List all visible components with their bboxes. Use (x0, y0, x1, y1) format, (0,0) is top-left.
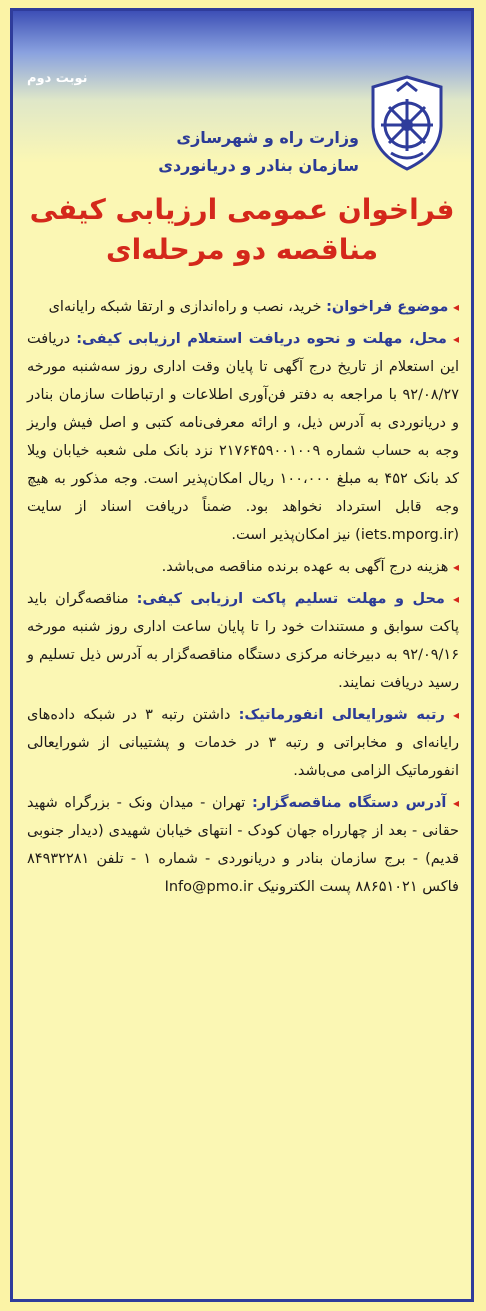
address-text: تهران - میدان ونک - بزرگراه شهید حقانی - بعد از چهارراه جهان کودک - انتهای خیابان شهیدی (دیدار جنوبی قدیم) - برج سازمان بنادر و دریانوردی - شماره ۱ - تلفن ۸۴۹۳۲۲۸۱ فاکس ۸۸۶۵۱۰۲۱ (27, 795, 459, 895)
cost-text: هزینه درج آگهی به عهده برنده مناقصه می‌باشد. (161, 559, 449, 575)
round-badge: نوبت دوم (27, 71, 88, 86)
receipt-heading: محل، مهلت و نحوه دریافت استعلام ارزیابی کیفی: (76, 331, 447, 347)
section-subject (27, 293, 459, 321)
rank-heading: رتبه شورایعالی انفورماتیک: (238, 707, 445, 723)
address-heading: آدرس دستگاه مناقصه‌گزار: (251, 795, 447, 811)
receipt-text: دریافت این استعلام از تاریخ درج آگهی تا پایان وقت اداری روز سه‌شنبه مورخه ۹۲/۰۸/۲۷ با مراجعه به دفتر فن‌آوری اطلاعات و ارتباطات سازمان بنادر و دریانوردی به آدرس ذیل، و ارائه معرفی‌نامه کتبی و اصل فیش واریز وجه به حساب شماره ۲۱۷۶۴۵۹۰۰۱۰۰۹ نزد بانک ملی شعبه خیابان ویلا کد بانک ۴۵۲ به مبلغ ۱۰۰،۰۰۰ ریال امکان‌پذیر است. وجه مذکور به هیچ وجه قابل استرداد نخواهد بود. (27, 331, 460, 515)
section-cost (27, 553, 459, 581)
website-link[interactable]: (iets.mporg.ir) (355, 527, 459, 543)
organization-name: سازمان بنادر و دریانوردی (158, 156, 359, 175)
rank-text: داشتن رتبه ۳ در شبکه داده‌های رایانه‌ای و مخابراتی و رتبه ۳ در خدمات و پشتیبانی از شورایعالی انفورماتیک الزامی می‌باشد. (27, 707, 459, 779)
ministry-name: وزارت راه و شهرسازی (176, 128, 359, 147)
bullet-icon: ◂ (452, 708, 459, 722)
subject-heading: موضوع فراخوان: (326, 299, 449, 315)
receipt-note-before: ضمناً دریافت اسناد از سایت (27, 499, 232, 515)
bullet-icon: ◂ (452, 592, 460, 606)
section-delivery (27, 585, 459, 697)
section-rank (27, 701, 459, 785)
bullet-icon: ◂ (452, 300, 459, 314)
section-address (27, 789, 459, 901)
section-receipt (27, 325, 459, 549)
email-link[interactable]: Info@pmo.ir (164, 879, 254, 895)
receipt-note-after: نیز امکان‌پذیر است. (231, 527, 351, 543)
anchor-wheel-logo-icon (361, 73, 453, 173)
ad-title: فراخوان عمومی ارزیابی کیفی (29, 193, 455, 226)
issuer-block (49, 124, 359, 180)
ad-body (27, 293, 459, 905)
bullet-icon: ◂ (452, 560, 459, 574)
bullet-icon: ◂ (452, 796, 459, 810)
advertisement-frame (10, 8, 474, 1302)
delivery-text: مناقصه‌گران باید پاکت سوابق و مستندات خود را تا پایان ساعت اداری روز شنبه مورخه ۹۲/۰۹/۱۶ به دبیرخانه مرکزی دستگاه مناقصه‌گزار به آدرس ذیل تسلیم و رسید دریافت نمایند. (27, 591, 459, 691)
delivery-heading: محل و مهلت تسلیم پاکت ارزیابی کیفی: (136, 591, 445, 607)
subject-text: خرید، نصب و راه‌اندازی و ارتقا شبکه رایانه‌ای (48, 299, 322, 315)
email-label: پست الکترونیک (257, 879, 351, 895)
bullet-icon: ◂ (452, 332, 459, 346)
ad-header (13, 11, 471, 273)
ad-subtitle: مناقصه دو مرحله‌ای (105, 233, 379, 266)
